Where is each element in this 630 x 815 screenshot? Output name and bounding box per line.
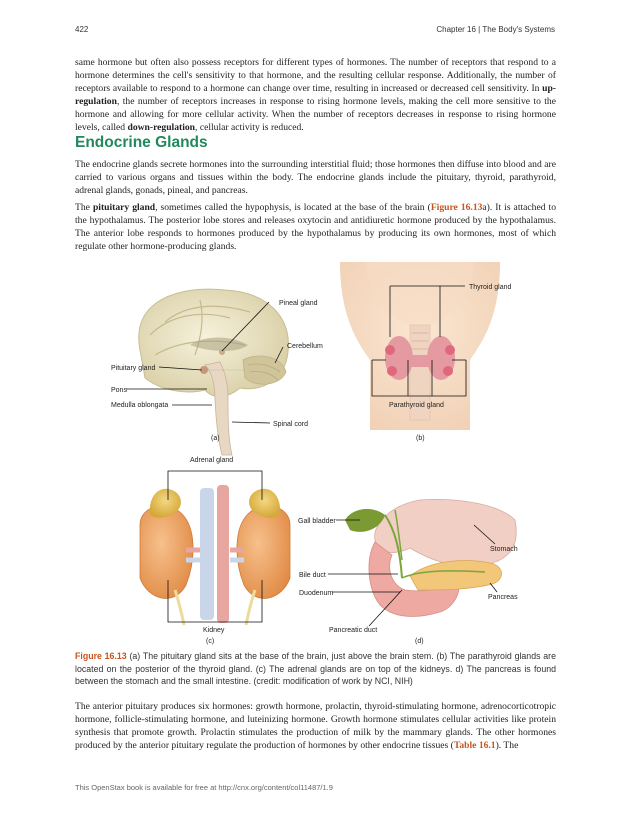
label-pituitary-gland: Pituitary gland [111,365,156,372]
caption-label: Figure 16.13 [75,651,127,661]
figure-link[interactable]: Figure 16.13 [430,202,483,213]
panel-label-a: (a) [211,435,220,442]
panel-c-kidneys [140,485,290,625]
text-run: The anterior pituitary produces six hormones: growth hormone, prolactin, thyroid-stimulating hormone, adrenocorticotropic hormone, follicle-stimulating hormone, and luteinizing hormone. Growth hormone stimulates cellular activities like protein synthesis that promote growth. Prolactin stimulates the production of milk by the mammary glands. The other hormones produced by the anterior pituitary regulate the production of hormones by other endocrine tissues ( [75,701,556,751]
figure-caption [75,650,556,688]
label-pancreas: Pancreas [488,594,518,601]
label-spinal-cord: Spinal cord [273,421,309,428]
panel-label-b: (b) [416,435,425,442]
label-pineal-gland: Pineal gland [279,300,318,307]
page-number: 422 [75,25,89,34]
section-title: Endocrine Glands [75,134,208,151]
text-run: , sometimes called the hypophysis, is located at the base of the brain ( [155,202,431,213]
label-cerebellum: Cerebellum [287,343,323,350]
panel-label-d: (d) [415,638,424,645]
page-footer: This OpenStax book is available for free at http://cnx.org/content/col11487/1.9 [75,783,333,792]
caption-text: (a) The pituitary gland sits at the base of the brain, just above the brain stem. (b) The parathyroid glands are located on the posterior of the thyroid gland. (c) The adrenal glands are on top of the kidneys. d) The pancreas is found between the stomach and the small intestine. (credit: modification of work by NCI, NIH) [75,651,556,686]
label-bile-duct: Bile duct [299,572,326,579]
text-run: , the number of receptors increases in response to rising hormone levels, making the cell more sensitive to the hormone and allowing for more cellular activity. When the number of receptors decreases in response to rising hormone levels, called [75,96,556,133]
label-gall-bladder: Gall bladder [298,518,336,525]
label-duodenum: Duodenum [299,590,334,597]
label-medulla-oblongata: Medulla oblongata [111,402,169,409]
label-pons: Pons [111,387,127,394]
label-stomach: Stomach [490,546,518,553]
paragraph-anterior-pituitary [75,700,556,752]
running-header: Chapter 16 | The Body's Systems [436,25,555,34]
paragraph-endocrine-glands: The endocrine glands secrete hormones into the surrounding interstitial fluid; those hormones then diffuse into blood and are carried to various organs and tissues within the body. The endocrine glands include the pituitary, thyroid, parathyroid, adrenal glands, gonads, pineal, and pancreas. [75,159,556,196]
term-pituitary-gland: pituitary gland [92,202,156,213]
label-pancreatic-duct: Pancreatic duct [329,627,378,634]
text-run: ). The [495,740,519,751]
text-run: , cellular activity is reduced. [195,122,304,133]
panel-a-brain [139,289,289,455]
label-parathyroid-gland: Parathyroid gland [389,402,444,409]
table-link[interactable]: Table 16.1 [453,740,496,751]
panel-label-c: (c) [206,638,215,645]
label-thyroid-gland: Thyroid gland [469,284,512,291]
label-adrenal-gland: Adrenal gland [190,457,234,464]
text-run: a). It is attached to the hypothalamus. The posterior lobe stores and releases oxytocin and antidiuretic hormone produced by the hypothalamus. The anterior lobe responds to hormones produced by the hypothalamus by producing its own hormones, most of which regulate other hormone-producing glands. [75,202,556,252]
term-down-regulation: down-regulation [127,122,196,133]
text-run: The [75,202,93,213]
term-up-regulation: up-regulation [75,83,556,107]
text-run: same hormone but often also possess receptors for different types of hormones. The number of receptors that respond to a hormone determines the cell's sensitivity to that hormone, and the resulting cellular response. Additionally, the number of receptors available to respond to a hormone can change over time, resulting in increased or decreased cell sensitivity. In [75,57,556,94]
label-kidney: Kidney [203,627,225,634]
